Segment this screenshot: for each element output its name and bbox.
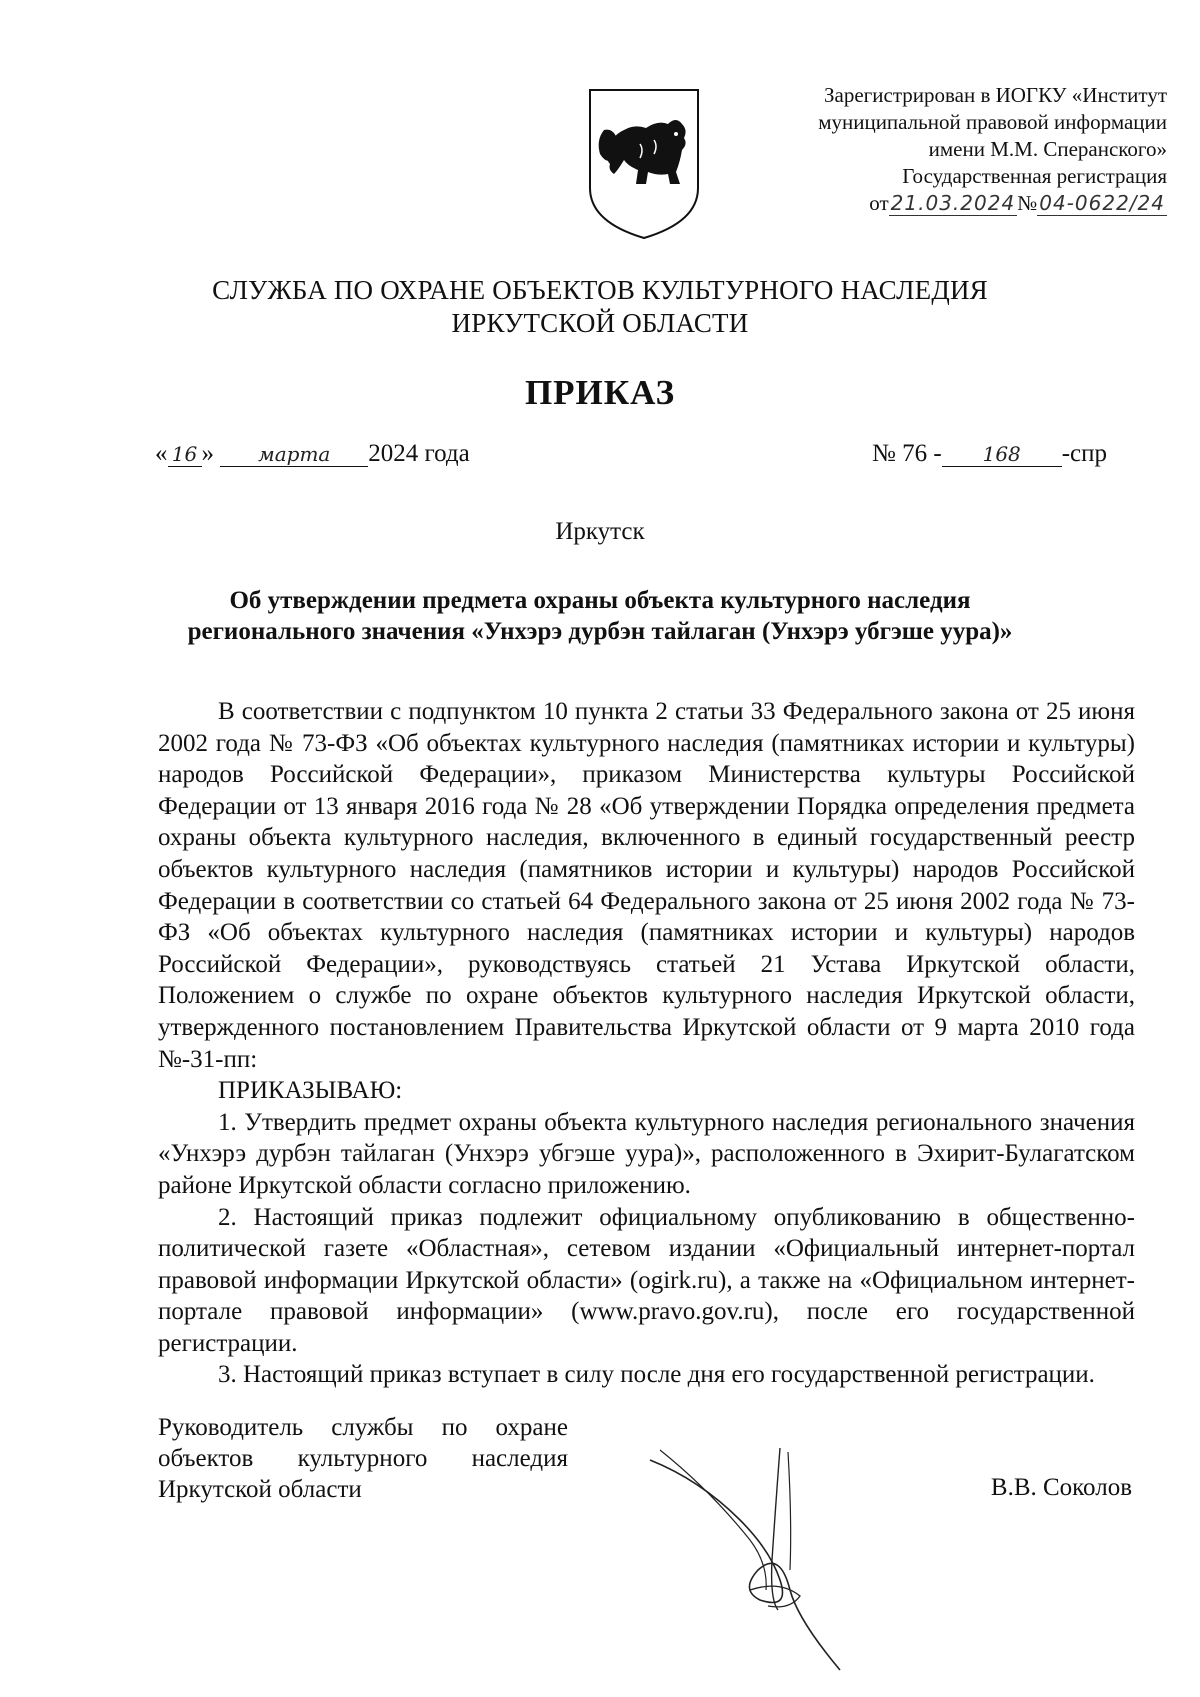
registration-line-4: Государственная регистрация	[902, 164, 1167, 188]
signatory-position-line-3: Иркутской области	[158, 1476, 362, 1503]
signatory-position-line-2: объектов культурного наследия	[158, 1445, 568, 1472]
registration-line-1: Зарегистрирован в ИОГКУ «Институт	[823, 83, 1167, 107]
order-month: марта	[220, 442, 368, 467]
order-number-prefix: № 76 -	[872, 440, 942, 467]
signatory-name: В.В. Соколов	[990, 1474, 1132, 1501]
organization-name-line-2: ИРКУТСКОЙ ОБЛАСТИ	[451, 308, 749, 338]
order-city: Иркутск	[555, 518, 645, 545]
order-year: 2024 года	[368, 440, 470, 467]
date-quote-close: »	[201, 440, 214, 467]
order-body	[158, 696, 1135, 1391]
registration-line-2: муниципальной правовой информации	[818, 110, 1167, 134]
registration-from-prefix: от	[869, 191, 889, 215]
registration-date: 21.03.2024	[890, 191, 1016, 215]
order-number	[872, 440, 1107, 468]
order-date	[155, 440, 470, 468]
preamble-paragraph: В соответствии с подпунктом 10 пункта 2 статьи 33 Федерального закона от 25 июня 2002 года № 73-ФЗ «Об объектах культурного наследия (памятниках истории и культуры) народов Российской Федерации», приказом Министерства культуры Российской Федерации от 13 января 2016 года № 28 «Об утверждении Порядка определения предмета охраны объекта культурного наследия, включенного в единый государственный реестр объектов культурного наследия (памятников истории и культуры) народов Российской Федерации в соответствии со статьей 64 Федерального закона от 25 июня 2002 года № 73-ФЗ «Об объектах культурного наследия (памятниках истории и культуры) народов Российской Федерации», руководствуясь статьей 21 Устава Иркутской области, Положением о службе по охране объектов культурного наследия Иркутской области, утвержденного постановлением Правительства Иркутской области от 9 марта 2010 года №-31-пп:	[158, 698, 1135, 1073]
order-item-1: 1. Утвердить предмет охраны объекта культурного наследия регионального значения «Унхэрэ дурбэн тайлаган (Унхэрэ убгэше уура)», расположенного в Эхирит-Булагатском районе Иркутской области согласно приложению.	[158, 1108, 1135, 1199]
organization-name	[0, 274, 1200, 340]
order-number-suffix: -спр	[1061, 440, 1107, 467]
registration-date-number	[747, 190, 1167, 217]
order-subject	[140, 585, 1060, 647]
registration-line-3: имени М.М. Сперанского»	[928, 137, 1167, 161]
order-day: 16	[168, 442, 202, 467]
order-subject-line-1: Об утверждении предмета охраны объекта культурного наследия	[229, 587, 971, 614]
order-item-3: 3. Настоящий приказ вступает в силу после дня его государственной регистрации.	[218, 1361, 1095, 1389]
signatory-position	[158, 1412, 568, 1505]
registration-stamp	[747, 82, 1167, 217]
registration-number: 04-0622/24	[1039, 191, 1165, 215]
coat-of-arms-emblem	[584, 84, 704, 244]
signatory-position-line-1: Руководитель службы по охране	[158, 1414, 568, 1441]
order-word: ПРИКАЗЫВАЮ:	[218, 1077, 403, 1105]
registration-number-prefix: №	[1017, 191, 1038, 215]
date-quote-open: «	[155, 440, 168, 467]
order-number-value: 168	[942, 442, 1062, 467]
document-type-title: ПРИКАЗ	[524, 373, 676, 412]
order-subject-line-2: регионального значения «Унхэрэ дурбэн тайлаган (Унхэрэ убгэше уура)»	[187, 618, 1013, 645]
handwritten-signature	[640, 1440, 880, 1680]
organization-name-line-1: СЛУЖБА ПО ОХРАНЕ ОБЪЕКТОВ КУЛЬТУРНОГО НАСЛЕДИЯ	[212, 275, 988, 305]
order-item-2: 2. Настоящий приказ подлежит официальному опубликованию в общественно-политической газете «Областная», сетевом издании «Официальный интернет-портал правовой информации Иркутской области» (ogirk.ru), а также на «Официальном интернет-портале правовой информации» (www.pravo.gov.ru), после его государственной регистрации.	[158, 1203, 1135, 1357]
